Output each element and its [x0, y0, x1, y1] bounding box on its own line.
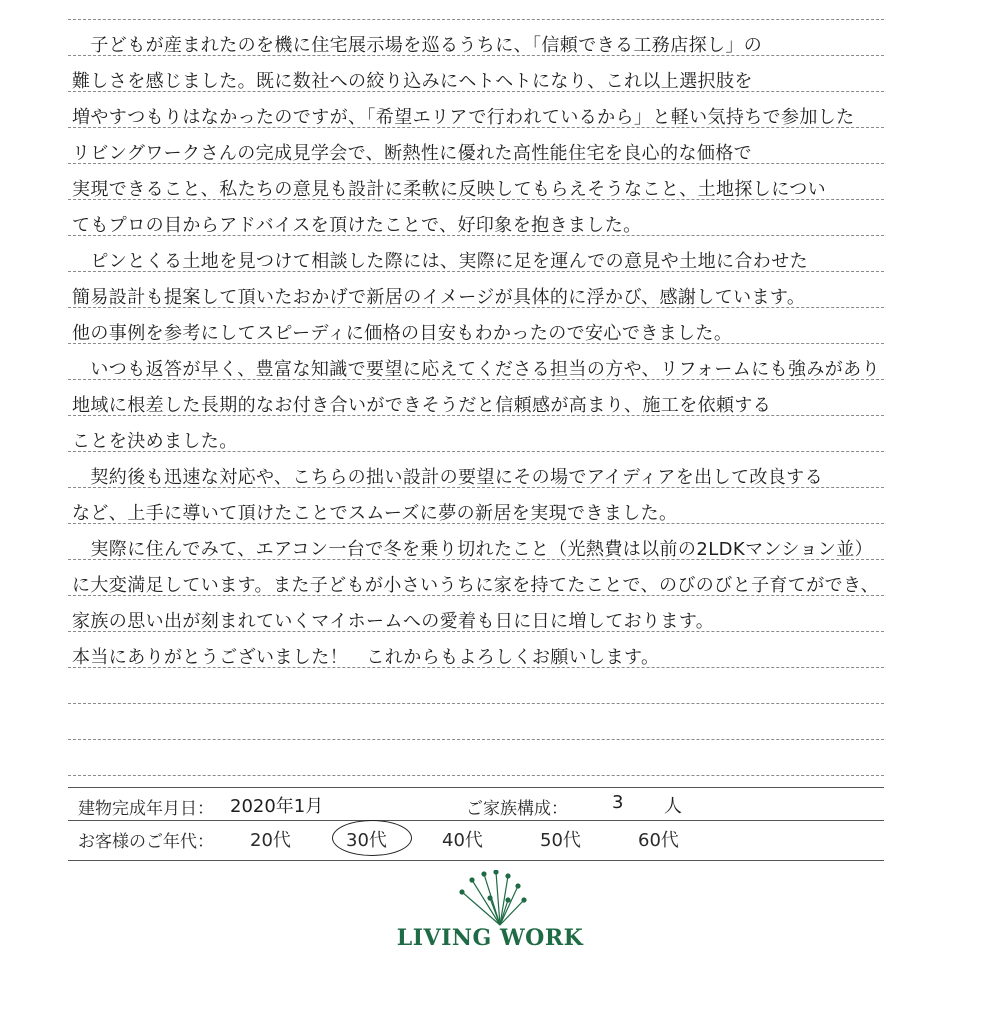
- letter-line: いつも返答が早く、豊富な知識で要望に応えてくださる担当の方や、リフォームにも強みがあり: [72, 359, 880, 380]
- letter-line: など、上手に導いて頂けたことでスムーズに夢の新居を実現できました。: [72, 503, 678, 524]
- letter-line: に大変満足しています。また子どもが小さいうちに家を持てたことで、のびのびと子育てができ、: [72, 575, 880, 596]
- selected-age-circle: [332, 820, 412, 856]
- age-option-20s: 20代: [250, 830, 291, 851]
- letter-line: 契約後も迅速な対応や、こちらの拙い設計の要望にその場でアイディアを出して改良する: [72, 467, 823, 488]
- letter-line: 家族の思い出が刻まれていくマイホームへの愛着も日に日に増しております。: [72, 611, 715, 632]
- letter-line: てもプロの目からアドバイスを頂けたことで、好印象を抱きました。: [72, 215, 642, 236]
- letter-line: 本当にありがとうございました！ これからもよろしくお願いします。: [72, 647, 660, 668]
- age-option-30s: 30代: [346, 830, 387, 851]
- age-option-50s: 50代: [540, 830, 581, 851]
- age-group-label: お客様のご年代：: [78, 832, 214, 852]
- letter-line: 難しさを感じました。既に数社への絞り込みにヘトヘトになり、これ以上選択肢を: [72, 71, 753, 92]
- ruled-line: [68, 775, 884, 776]
- letter-line: 他の事例を参考にしてスピーディに価格の目安もわかったので安心できました。: [72, 323, 733, 344]
- letter-line: 実現できること、私たちの意見も設計に柔軟に反映してもらえそうなこと、土地探しについ: [72, 179, 827, 200]
- ruled-line: [68, 703, 884, 704]
- family-size-value: 3: [612, 792, 624, 813]
- completion-date-value: 2020年1月: [230, 796, 324, 817]
- logo-wordmark: LIVING WORK: [396, 925, 584, 951]
- ruled-line: [68, 19, 884, 20]
- letter-line: リビングワークさんの完成見学会で、断熱性に優れた高性能住宅を良心的な価格で: [72, 143, 753, 164]
- ruled-line: [68, 739, 884, 740]
- family-size-unit: 人: [664, 796, 682, 817]
- letter-line: 簡易設計も提案して頂いたおかげで新居のイメージが具体的に浮かび、感謝しています。: [72, 287, 806, 308]
- form-divider: [68, 820, 884, 821]
- family-size-label: ご家族構成：: [466, 799, 568, 819]
- letter-line: 実際に住んでみて、エアコン一台で冬を乗り切れたこと（光熱費は以前の2LDKマンション並）: [72, 539, 874, 560]
- company-logo: [390, 870, 590, 955]
- form-divider: [68, 860, 884, 861]
- age-option-40s: 40代: [442, 830, 483, 851]
- letter-line: 増やすつもりはなかったのですが、「希望エリアで行われているから」と軽い気持ちで参加した: [72, 107, 855, 128]
- completion-date-label: 建物完成年月日：: [78, 799, 214, 819]
- age-option-60s: 60代: [638, 830, 679, 851]
- form-divider: [68, 787, 884, 788]
- letter-line: 地域に根差した長期的なお付き合いができそうだと信頼感が高まり、施工を依頼する: [72, 395, 772, 416]
- letter-line: ピンとくる土地を見つけて相談した際には、実際に足を運んでの意見や土地に合わせた: [72, 251, 808, 272]
- letter-line: ことを決めました。: [72, 431, 238, 452]
- letter-line: 子どもが産まれたのを機に住宅展示場を巡るうちに、「信頼できる工務店探し」の: [72, 35, 763, 56]
- logo-burst-icon: [390, 870, 590, 930]
